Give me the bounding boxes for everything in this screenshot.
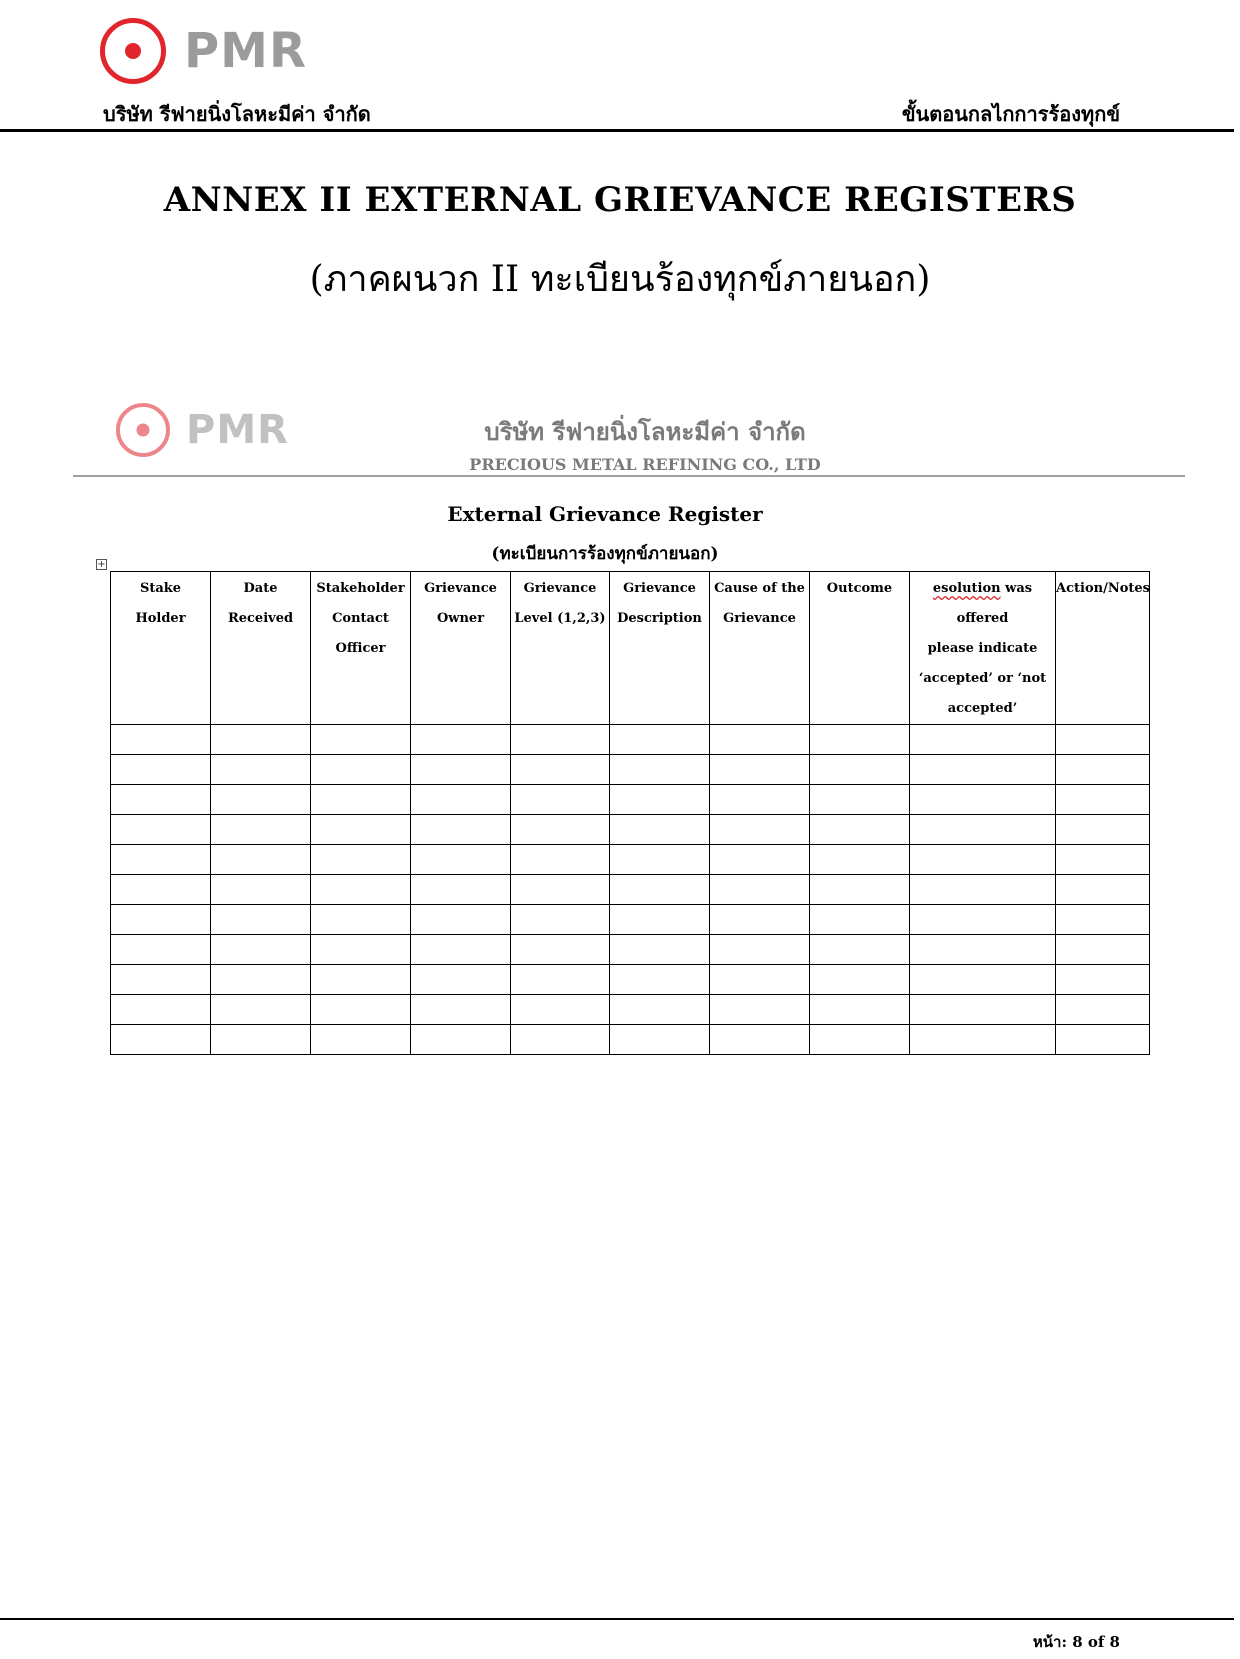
grievance-register-table: [110, 571, 1150, 1055]
table-cell[interactable]: [311, 725, 411, 755]
col-header-cause: [710, 572, 810, 725]
table-cell[interactable]: [710, 905, 810, 935]
table-cell[interactable]: [111, 1025, 211, 1055]
table-cell[interactable]: [810, 965, 910, 995]
page-number: หน้า: 8 of 8: [1032, 1633, 1120, 1651]
table-cell[interactable]: [411, 875, 511, 905]
col-header-resolution: [910, 572, 1056, 725]
header-line: [910, 574, 1055, 634]
table-cell[interactable]: [511, 725, 610, 755]
table-row: [111, 755, 1150, 785]
table-cell[interactable]: [810, 725, 910, 755]
form-company-thai: บริษัท รีฟายนิ่งโลหะมีค่า จำกัด: [484, 417, 806, 446]
header-line: Holder: [135, 611, 186, 626]
table-cell[interactable]: [511, 995, 610, 1025]
table-cell[interactable]: [610, 965, 710, 995]
annex-title: ANNEX II EXTERNAL GRIEVANCE REGISTERS: [163, 180, 1077, 220]
table-cell[interactable]: [610, 905, 710, 935]
header-document-title: ขั้นตอนกลไกการร้องทุกข์: [901, 102, 1120, 126]
table-cell[interactable]: [810, 935, 910, 965]
table-cell[interactable]: [610, 935, 710, 965]
table-cell[interactable]: [211, 935, 311, 965]
header-line: Contact: [332, 611, 389, 626]
table-cell[interactable]: [411, 845, 511, 875]
header-divider: [0, 129, 1234, 132]
table-cell[interactable]: [211, 815, 311, 845]
form-header-divider: [73, 475, 1185, 477]
table-row: [111, 965, 1150, 995]
table-cell[interactable]: [810, 755, 910, 785]
table-cell[interactable]: [511, 785, 610, 815]
table-cell[interactable]: [910, 995, 1056, 1025]
spellcheck-word: esolution: [932, 581, 1001, 596]
header-line: please indicate: [927, 641, 1038, 656]
col-header-grievance-description: [610, 572, 710, 725]
table-cell[interactable]: [311, 785, 411, 815]
table-cell[interactable]: [710, 815, 810, 845]
table-cell[interactable]: [311, 845, 411, 875]
table-header-row: [111, 572, 1150, 725]
table-cell[interactable]: [411, 1025, 511, 1055]
table-cell[interactable]: [710, 755, 810, 785]
header-line: Grievance: [623, 581, 696, 596]
table-cell[interactable]: [810, 905, 910, 935]
table-cell[interactable]: [411, 785, 511, 815]
table-cell[interactable]: [111, 815, 211, 845]
table-cell[interactable]: [710, 725, 810, 755]
table-row: [111, 935, 1150, 965]
header-line: Action/Notes: [1056, 581, 1150, 596]
header-line: Cause of the: [714, 581, 805, 596]
table-cell[interactable]: [211, 1025, 311, 1055]
table-row: [111, 1025, 1150, 1055]
table-row: [111, 995, 1150, 1025]
table-cell[interactable]: [710, 785, 810, 815]
table-cell[interactable]: [311, 995, 411, 1025]
table-cell[interactable]: [111, 935, 211, 965]
table-cell[interactable]: [710, 935, 810, 965]
table-row: [111, 905, 1150, 935]
company-logo: [100, 18, 307, 84]
table-cell[interactable]: [411, 755, 511, 785]
form-company-english: PRECIOUS METAL REFINING CO., LTD: [469, 455, 821, 474]
header-line: ‘accepted’ or ‘not: [918, 671, 1047, 686]
header-company-name: บริษัท รีฟายนิ่งโลหะมีค่า จำกัด: [103, 102, 371, 126]
table-cell[interactable]: [710, 995, 810, 1025]
table-cell[interactable]: [211, 995, 311, 1025]
table-cell[interactable]: [810, 995, 910, 1025]
table-cell[interactable]: [710, 1025, 810, 1055]
table-cell[interactable]: [411, 935, 511, 965]
table-cell[interactable]: [311, 755, 411, 785]
table-cell[interactable]: [111, 875, 211, 905]
table-cell[interactable]: [810, 785, 910, 815]
table-cell[interactable]: [311, 935, 411, 965]
table-cell[interactable]: [910, 935, 1056, 965]
table-cell[interactable]: [511, 965, 610, 995]
table-cell[interactable]: [710, 965, 810, 995]
table-cell[interactable]: [810, 815, 910, 845]
header-line: Received: [227, 611, 294, 626]
header-line: Officer: [335, 641, 386, 656]
table-cell[interactable]: [1056, 965, 1150, 995]
logo-text: PMR: [184, 23, 307, 79]
table-cell[interactable]: [411, 905, 511, 935]
table-cell[interactable]: [610, 845, 710, 875]
table-cell[interactable]: [211, 965, 311, 995]
register-subtitle: (ทะเบียนการร้องทุกข์ภายนอก): [491, 544, 719, 564]
table-cell[interactable]: [311, 875, 411, 905]
table-cell[interactable]: [1056, 725, 1150, 755]
table-cell[interactable]: [511, 1025, 610, 1055]
table-cell[interactable]: [111, 965, 211, 995]
header-line: Owner: [436, 611, 485, 626]
annex-subtitle: (ภาคผนวก II ทะเบียนร้องทุกข์ภายนอก): [309, 259, 931, 300]
table-cell[interactable]: [211, 845, 311, 875]
logo-dot: [125, 43, 141, 59]
table-cell[interactable]: [511, 905, 610, 935]
col-header-outcome: [810, 572, 910, 725]
table-cell[interactable]: [910, 965, 1056, 995]
form-logo-ring-icon: [116, 403, 170, 457]
table-cell[interactable]: [610, 815, 710, 845]
table-cell[interactable]: [710, 845, 810, 875]
table-move-handle-icon[interactable]: +: [97, 559, 106, 570]
table-cell[interactable]: [311, 815, 411, 845]
col-header-action-notes: [1056, 572, 1150, 725]
header-line: Stakeholder: [316, 581, 405, 596]
col-header-date-received: [211, 572, 311, 725]
table-cell[interactable]: [211, 785, 311, 815]
table-cell[interactable]: [810, 875, 910, 905]
header-line: accepted’: [947, 701, 1018, 716]
header-line: Level (1,2,3): [514, 611, 606, 626]
table-cell[interactable]: [910, 905, 1056, 935]
col-header-grievance-level: [511, 572, 610, 725]
table-cell[interactable]: [311, 905, 411, 935]
table-cell[interactable]: [910, 725, 1056, 755]
table-row: [111, 725, 1150, 755]
table-cell[interactable]: [910, 845, 1056, 875]
table-cell[interactable]: [411, 965, 511, 995]
table-cell[interactable]: [910, 875, 1056, 905]
table-row: [111, 845, 1150, 875]
header-line: Description: [617, 611, 702, 626]
register-title: External Grievance Register: [447, 502, 763, 526]
table-row: [111, 815, 1150, 845]
table-cell[interactable]: [411, 815, 511, 845]
table-cell[interactable]: [211, 875, 311, 905]
table-row: [111, 875, 1150, 905]
table-cell[interactable]: [311, 965, 411, 995]
table-cell[interactable]: [511, 935, 610, 965]
table-cell[interactable]: [1056, 1025, 1150, 1055]
header-line: Stake: [139, 581, 182, 596]
table-cell[interactable]: [610, 755, 710, 785]
table-cell[interactable]: [1056, 785, 1150, 815]
table-cell[interactable]: [111, 995, 211, 1025]
table-cell[interactable]: [1056, 905, 1150, 935]
table-cell[interactable]: [910, 815, 1056, 845]
table-cell[interactable]: [511, 845, 610, 875]
table-cell[interactable]: [810, 1025, 910, 1055]
table-cell[interactable]: [610, 725, 710, 755]
table-cell[interactable]: [1056, 815, 1150, 845]
table-cell[interactable]: [610, 785, 710, 815]
form-logo: [116, 403, 289, 457]
header-line-text: esolution was offered: [932, 581, 1033, 626]
form-logo-dot: [137, 424, 150, 437]
table-cell[interactable]: [610, 995, 710, 1025]
header-line: Date: [243, 581, 278, 596]
table-cell[interactable]: [511, 875, 610, 905]
col-header-stakeholder: [111, 572, 211, 725]
table-cell[interactable]: [211, 905, 311, 935]
header-line: Grievance: [723, 611, 796, 626]
table-cell[interactable]: [111, 905, 211, 935]
header-line: Outcome: [826, 581, 893, 596]
table-cell[interactable]: [111, 785, 211, 815]
table-cell[interactable]: [1056, 875, 1150, 905]
table-cell[interactable]: [1056, 995, 1150, 1025]
table-cell[interactable]: [1056, 845, 1150, 875]
table-cell[interactable]: [211, 725, 311, 755]
col-header-contact-officer: [311, 572, 411, 725]
table-cell[interactable]: [211, 755, 311, 785]
table-cell[interactable]: [111, 725, 211, 755]
table-row: [111, 785, 1150, 815]
logo-ring-icon: [100, 18, 166, 84]
table-body: [111, 725, 1150, 1055]
table-cell[interactable]: [1056, 935, 1150, 965]
form-logo-text: PMR: [186, 407, 289, 453]
table-cell[interactable]: [311, 1025, 411, 1055]
table-cell[interactable]: [910, 785, 1056, 815]
table-cell[interactable]: [511, 815, 610, 845]
table-cell[interactable]: [411, 725, 511, 755]
header-line: Grievance: [523, 581, 597, 596]
table-cell[interactable]: [111, 845, 211, 875]
table-cell[interactable]: [710, 875, 810, 905]
table-cell[interactable]: [111, 755, 211, 785]
header-line: Grievance: [424, 581, 497, 596]
table-cell[interactable]: [910, 1025, 1056, 1055]
table-cell[interactable]: [610, 1025, 710, 1055]
footer-divider: [0, 1618, 1234, 1620]
table-cell[interactable]: [411, 995, 511, 1025]
table-cell[interactable]: [810, 845, 910, 875]
table-cell[interactable]: [610, 875, 710, 905]
col-header-grievance-owner: [411, 572, 511, 725]
table-cell[interactable]: [910, 755, 1056, 785]
table-cell[interactable]: [511, 755, 610, 785]
table-cell[interactable]: [1056, 755, 1150, 785]
